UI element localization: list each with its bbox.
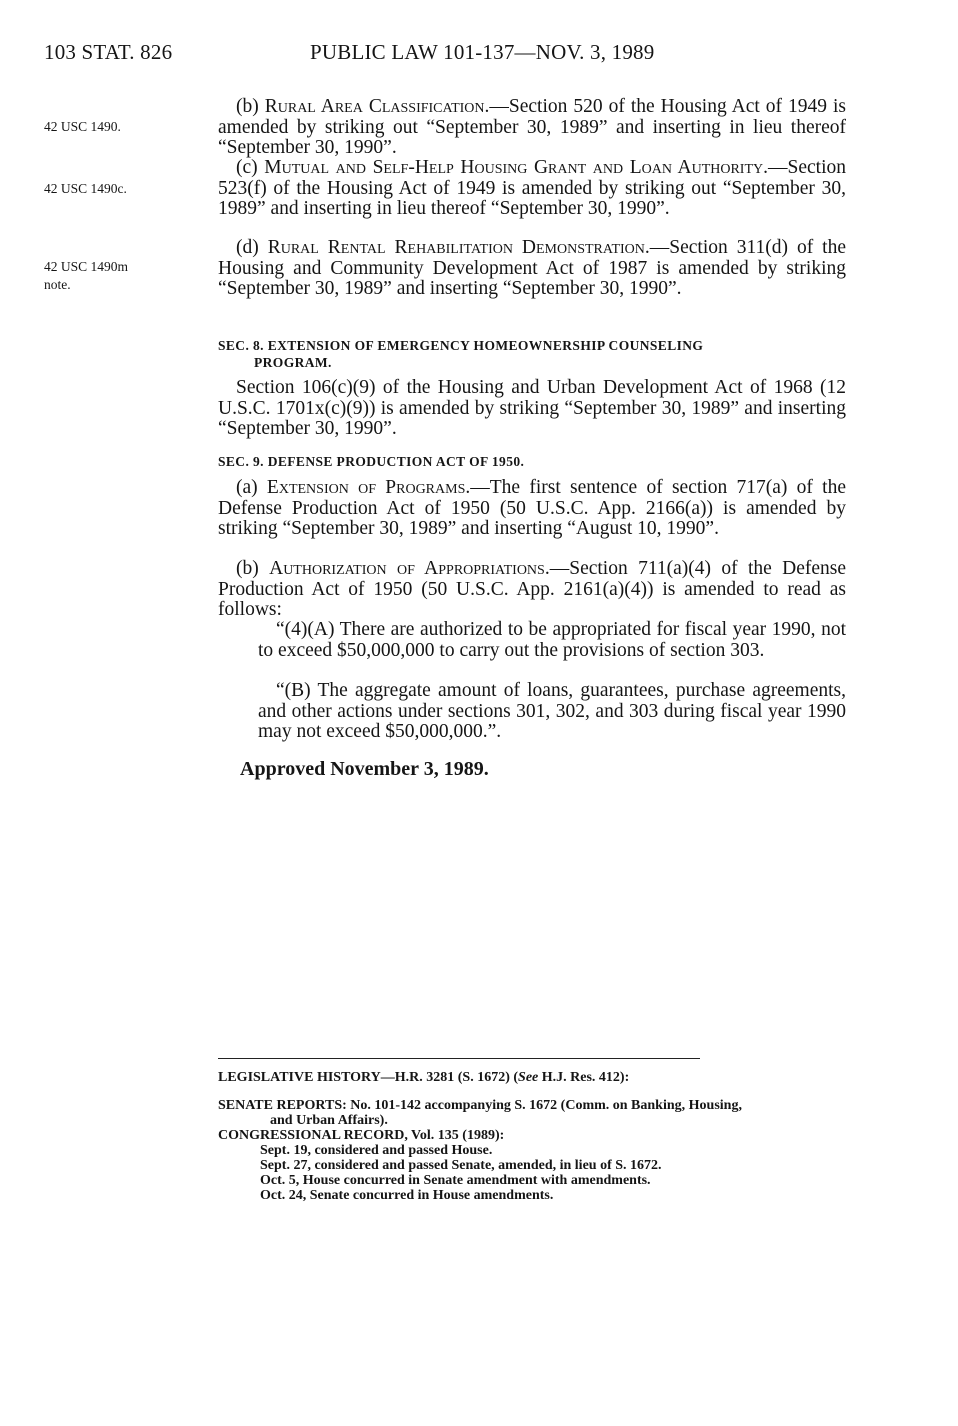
subsection-title: Authorization of Appropriations. bbox=[269, 558, 550, 579]
record-entry: Sept. 27, considered and passed Senate, amended, in lieu of S. 1672. bbox=[260, 1158, 662, 1173]
subsection-title: Extension of Programs. bbox=[266, 477, 471, 498]
paragraph-authorization-of-appropriations: (b) Authorization of Appropriations.—Section 711(a)(4) of the Defense Production Act of 1950 (50 U.S.C. App. 2161(a)(4)) is amended to read as follows: bbox=[218, 558, 847, 620]
quoted-paragraph-a: “(4)(A) There are authorized to be appropriated for fiscal year 1990, not to exceed $50,000,000 to carry out the provisions of section 303. bbox=[258, 619, 846, 661]
margin-note-1490: 42 USC 1490. bbox=[44, 119, 121, 134]
record-entry: Sept. 19, considered and passed House. bbox=[260, 1143, 493, 1158]
subsection-title: Mutual and Self-Help Housing Grant and Loan Authority. bbox=[264, 157, 768, 178]
subsection-title: Rural Area Classification. bbox=[264, 96, 490, 117]
divider-rule bbox=[218, 1058, 700, 1059]
margin-note-1490m: 42 USC 1490m bbox=[44, 259, 129, 274]
paragraph-self-help-housing: (c) Mutual and Self-Help Housing Grant and Loan Authority.—Section 523(f) of the Housing Act of 1949 is amended by striking out “September 30, 1989” and inserting in lieu thereof “September 30, 1990”. bbox=[218, 157, 846, 219]
paragraph-rural-area-classification: (b) Rural Area Classification.—Section 520 of the Housing Act of 1949 is amended by striking out “September 30, 1989” and inserting in lieu thereof “September 30, 1990”. bbox=[218, 96, 846, 158]
quoted-paragraph-b: “(B) The aggregate amount of loans, guarantees, purchase agreements, and other actions under sections 301, 302, and 303 during fiscal year 1990 may not exceed $50,000,000.”. bbox=[258, 680, 846, 742]
page-stat-citation: 103 STAT. 826 bbox=[44, 40, 173, 64]
section-8-heading: SEC. 8. EXTENSION OF EMERGENCY HOMEOWNERSHIP COUNSELING PROGRAM. bbox=[218, 338, 704, 370]
paragraph-rural-rental-rehabilitation: (d) Rural Rental Rehabilitation Demonstration.—Section 311(d) of the Housing and Community Development Act of 1987 is amended by striking “September 30, 1989” and inserting “September 30, 1990”. bbox=[218, 237, 846, 299]
record-entry: Oct. 5, House concurred in Senate amendment with amendments. bbox=[260, 1173, 651, 1188]
margin-note-1490c: 42 USC 1490c. bbox=[44, 181, 127, 196]
paragraph-section-8: Section 106(c)(9) of the Housing and Urban Development Act of 1968 (12 U.S.C. 1701x(c)(9)) is amended by striking “September 30, 1989” and inserting “September 30, 1990”. bbox=[218, 377, 846, 439]
paragraph-extension-of-programs: (a) Extension of Programs.—The first sentence of section 717(a) of the Defense Production Act of 1950 (50 U.S.C. App. 2166(a)) is amended by striking “September 30, 1989” and inserting “August 10, 1990”. bbox=[218, 477, 846, 539]
legislative-history-title: LEGISLATIVE HISTORY—H.R. 3281 (S. 1672) (See H.J. Res. 412): bbox=[218, 1070, 630, 1085]
margin-note-note: note. bbox=[44, 277, 71, 292]
senate-reports: SENATE REPORTS: No. 101-142 accompanying S. 1672 (Comm. on Banking, Housing, and Urban Affairs). bbox=[218, 1098, 742, 1128]
record-entry: Oct. 24, Senate concurred in House amendments. bbox=[260, 1188, 554, 1203]
congressional-record: CONGRESSIONAL RECORD, Vol. 135 (1989): Sept. 19, considered and passed House. Sept. 27, considered and passed Senate, amended, in lieu of S. 1672. Oct. 5, House concurred in Senate amendment with amendments. Oct. 24, Senate concurred in House amendments. bbox=[218, 1128, 848, 1203]
page-title: PUBLIC LAW 101-137—NOV. 3, 1989 bbox=[310, 40, 655, 64]
subsection-title: Rural Rental Rehabilitation Demonstration. bbox=[267, 237, 650, 258]
section-9-heading: SEC. 9. DEFENSE PRODUCTION ACT OF 1950. bbox=[218, 454, 525, 469]
approval-date: Approved November 3, 1989. bbox=[240, 758, 489, 780]
